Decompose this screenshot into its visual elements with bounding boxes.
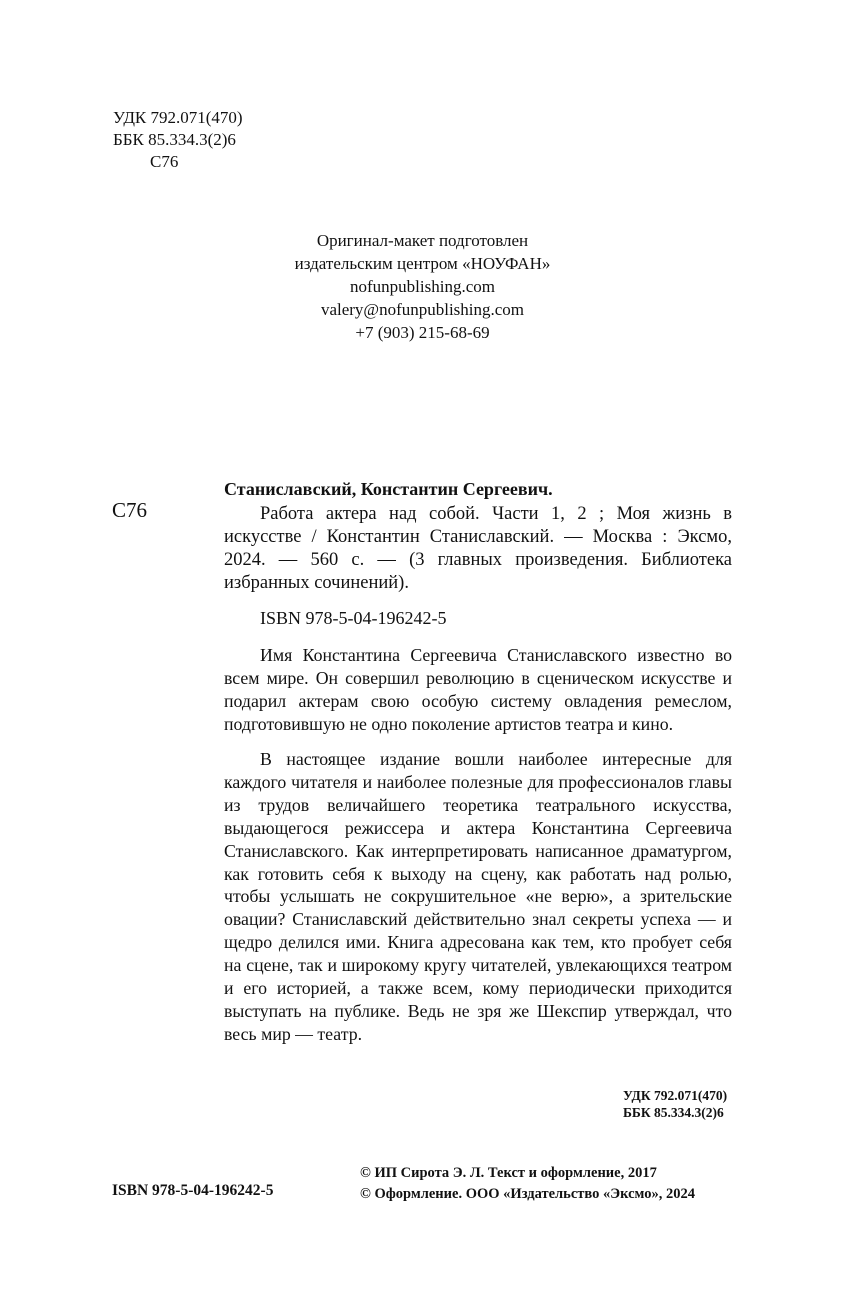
catalog-description: Работа актера над собой. Части 1, 2 ; Моя жизнь в искусстве / Константин Станиславский. — Москва : Эксмо, 2024. — 560 с. — (3 главных произведения. Библиотека избранных сочинений).: [224, 504, 732, 593]
copyright-text: © ИП Сирота Э. Л. Текст и оформление, 2017: [360, 1165, 657, 1181]
publisher-email: valery@nofunpublishing.com: [320, 300, 525, 319]
author-mark: С76: [150, 152, 179, 171]
udk-code: УДК 792.071(470): [113, 108, 243, 127]
footer-isbn: ISBN 978-5-04-196242-5: [112, 1182, 274, 1199]
catalog-author: Станиславский, Константин Сергеевич.: [224, 479, 553, 499]
top-classification-codes: [113, 107, 243, 173]
prepared-line1: Оригинал-макет подготовлен: [316, 231, 529, 250]
publisher-website: nofunpublishing.com: [350, 277, 495, 296]
publisher-phone: +7 (903) 215-68-69: [355, 323, 490, 342]
bottom-udk-code: УДК 792.071(470): [623, 1088, 728, 1103]
catalog-author-mark: С76: [112, 498, 148, 522]
copyright-design: © Оформление. ООО «Издательство «Эксмо», 2024: [360, 1186, 695, 1202]
bottom-bbk-code: ББК 85.334.3(2)6: [623, 1105, 724, 1120]
prepared-line2: издательским центром «НОУФАН»: [294, 254, 551, 273]
prepared-by-block: [0, 229, 845, 344]
copyright-block: [360, 1163, 695, 1205]
bottom-classification-codes: [623, 1087, 727, 1121]
catalog-isbn: ISBN 978-5-04-196242-5: [260, 608, 447, 628]
bbk-code: ББК 85.334.3(2)6: [113, 130, 236, 149]
annotation-paragraph-2: В настоящее издание вошли наиболее интересные для каждого читателя и наиболее полезные для профессионалов главы из трудов величайшего теоретика театрального искусства, выдающегося режиссера и актера Константина Сергеевича Станиславского. Как интерпретировать написанное драматургом, как готовить себя к выходу на сцену, как работать над ролью, чтобы услышать не сокрушительное «не верю», а зрительские овации? Станиславский действительно знал секреты успеха — и щедро делился ими. Книга адресована как тем, кто пробует себя на сцене, так и широкому кругу читателей, увлекающихся театром и его историей, а также всем, кому периодически приходится выступать на публике. Ведь не зря же Шекспир утверждал, что весь мир — театр.: [224, 749, 732, 1044]
annotation-paragraph-1: Имя Константина Сергеевича Станиславского известно во всем мире. Он совершил революцию в сценическом искусстве и подарил актерам свою особую систему овладения ремеслом, подготовившую не одно поколение артистов театра и кино.: [224, 645, 732, 734]
